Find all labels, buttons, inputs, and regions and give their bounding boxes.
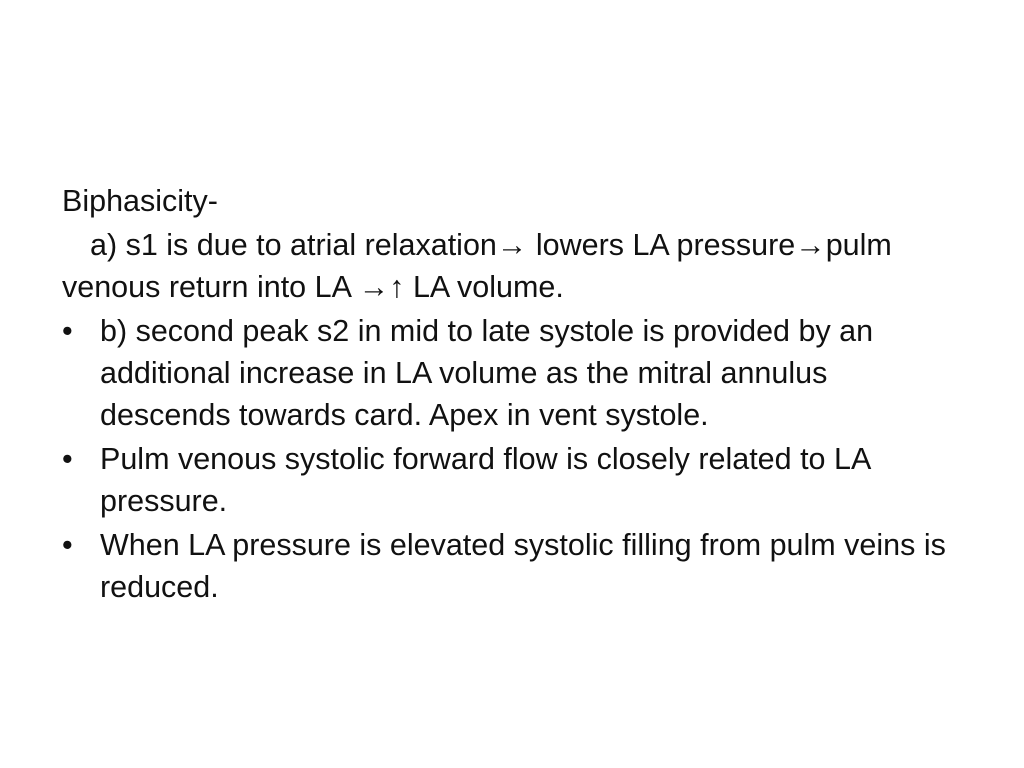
slide-body <box>62 180 962 608</box>
bullet-text: b) second peak s2 in mid to late systole is provided by an additional increase in LA volume as the mitral annulus descends towards card. Apex in vent systole. <box>100 314 874 432</box>
bullet-item <box>62 310 962 436</box>
biphasicity-heading: Biphasicity- <box>62 184 218 218</box>
bullet-item <box>62 524 962 608</box>
bullet-icon: • <box>62 314 73 348</box>
bullet-icon: • <box>62 442 73 476</box>
bullet-text: When LA pressure is elevated systolic filling from pulm veins is reduced. <box>100 528 946 604</box>
bullet-item <box>62 438 962 522</box>
bullet-icon: • <box>62 528 73 562</box>
point-a-paragraph: a) s1 is due to atrial relaxation→ lowers LA pressure→pulm venous return into LA →↑ LA volume. <box>62 228 901 304</box>
bullet-text: Pulm venous systolic forward flow is closely related to LA pressure. <box>100 442 870 518</box>
